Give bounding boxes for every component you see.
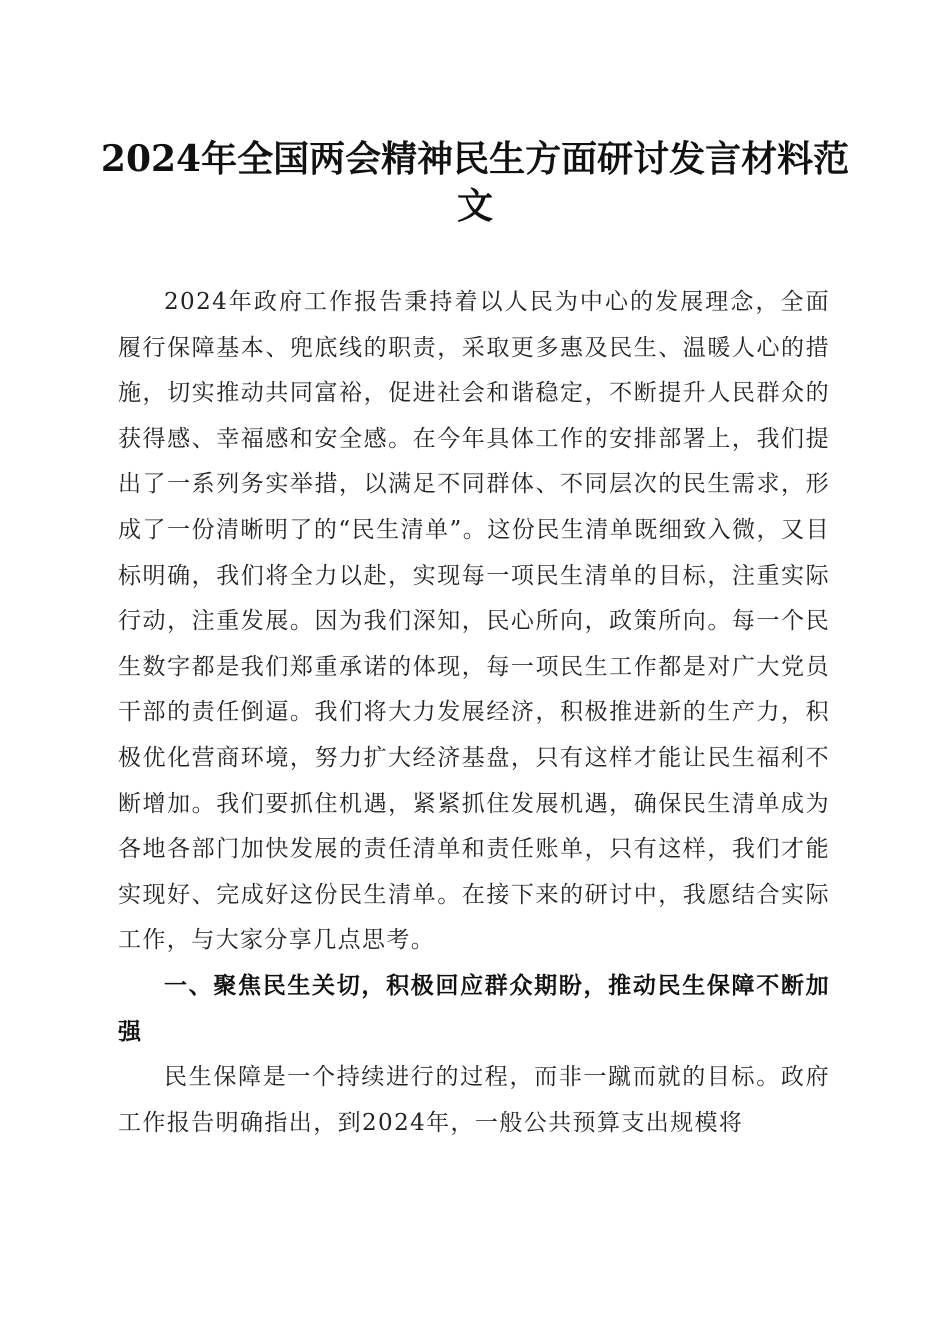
document-title: 2024年全国两会精神民生方面研讨发言材料范文 [100,138,850,227]
document-body [118,280,830,1146]
section-heading: 一、聚焦民生关切，积极回应群众期盼，推动民生保障不断加强 [118,972,830,1045]
intro-paragraph: 2024年政府工作报告秉持着以人民为中心的发展理念，全面履行保障基本、兜底线的职责，采取更多惠及民生、温暖人心的措施，切实推动共同富裕，促进社会和谐稳定，不断提升人民群众的获得感、幸福感和安全感。在今年具体工作的安排部署上，我们提出了一系列务实举措，以满足不同群体、不同层次的民生需求，形成了一份清晰明了的“民生清单”。这份民生清单既细致入微，又目标明确，我们将全力以赴，实现每一项民生清单的目标，注重实际行动，注重发展。因为我们深知，民心所向，政策所向。每一个民生数字都是我们郑重承诺的体现，每一项民生工作都是对广大党员干部的责任倒逼。我们将大力发展经济，积极推进新的生产力，积极优化营商环境，努力扩大经济基盘，只有这样才能让民生福利不断增加。我们要抓住机遇，紧紧抓住发展机遇，确保民生清单成为各地各部门加快发展的责任清单和责任账单，只有这样，我们才能实现好、完成好这份民生清单。在接下来的研讨中，我愿结合实际工作，与大家分享几点思考。 [118,289,830,954]
section-paragraph: 民生保障是一个持续进行的过程，而非一蹴而就的目标。政府工作报告明确指出，到2024年，一般公共预算支出规模将 [118,1064,830,1136]
